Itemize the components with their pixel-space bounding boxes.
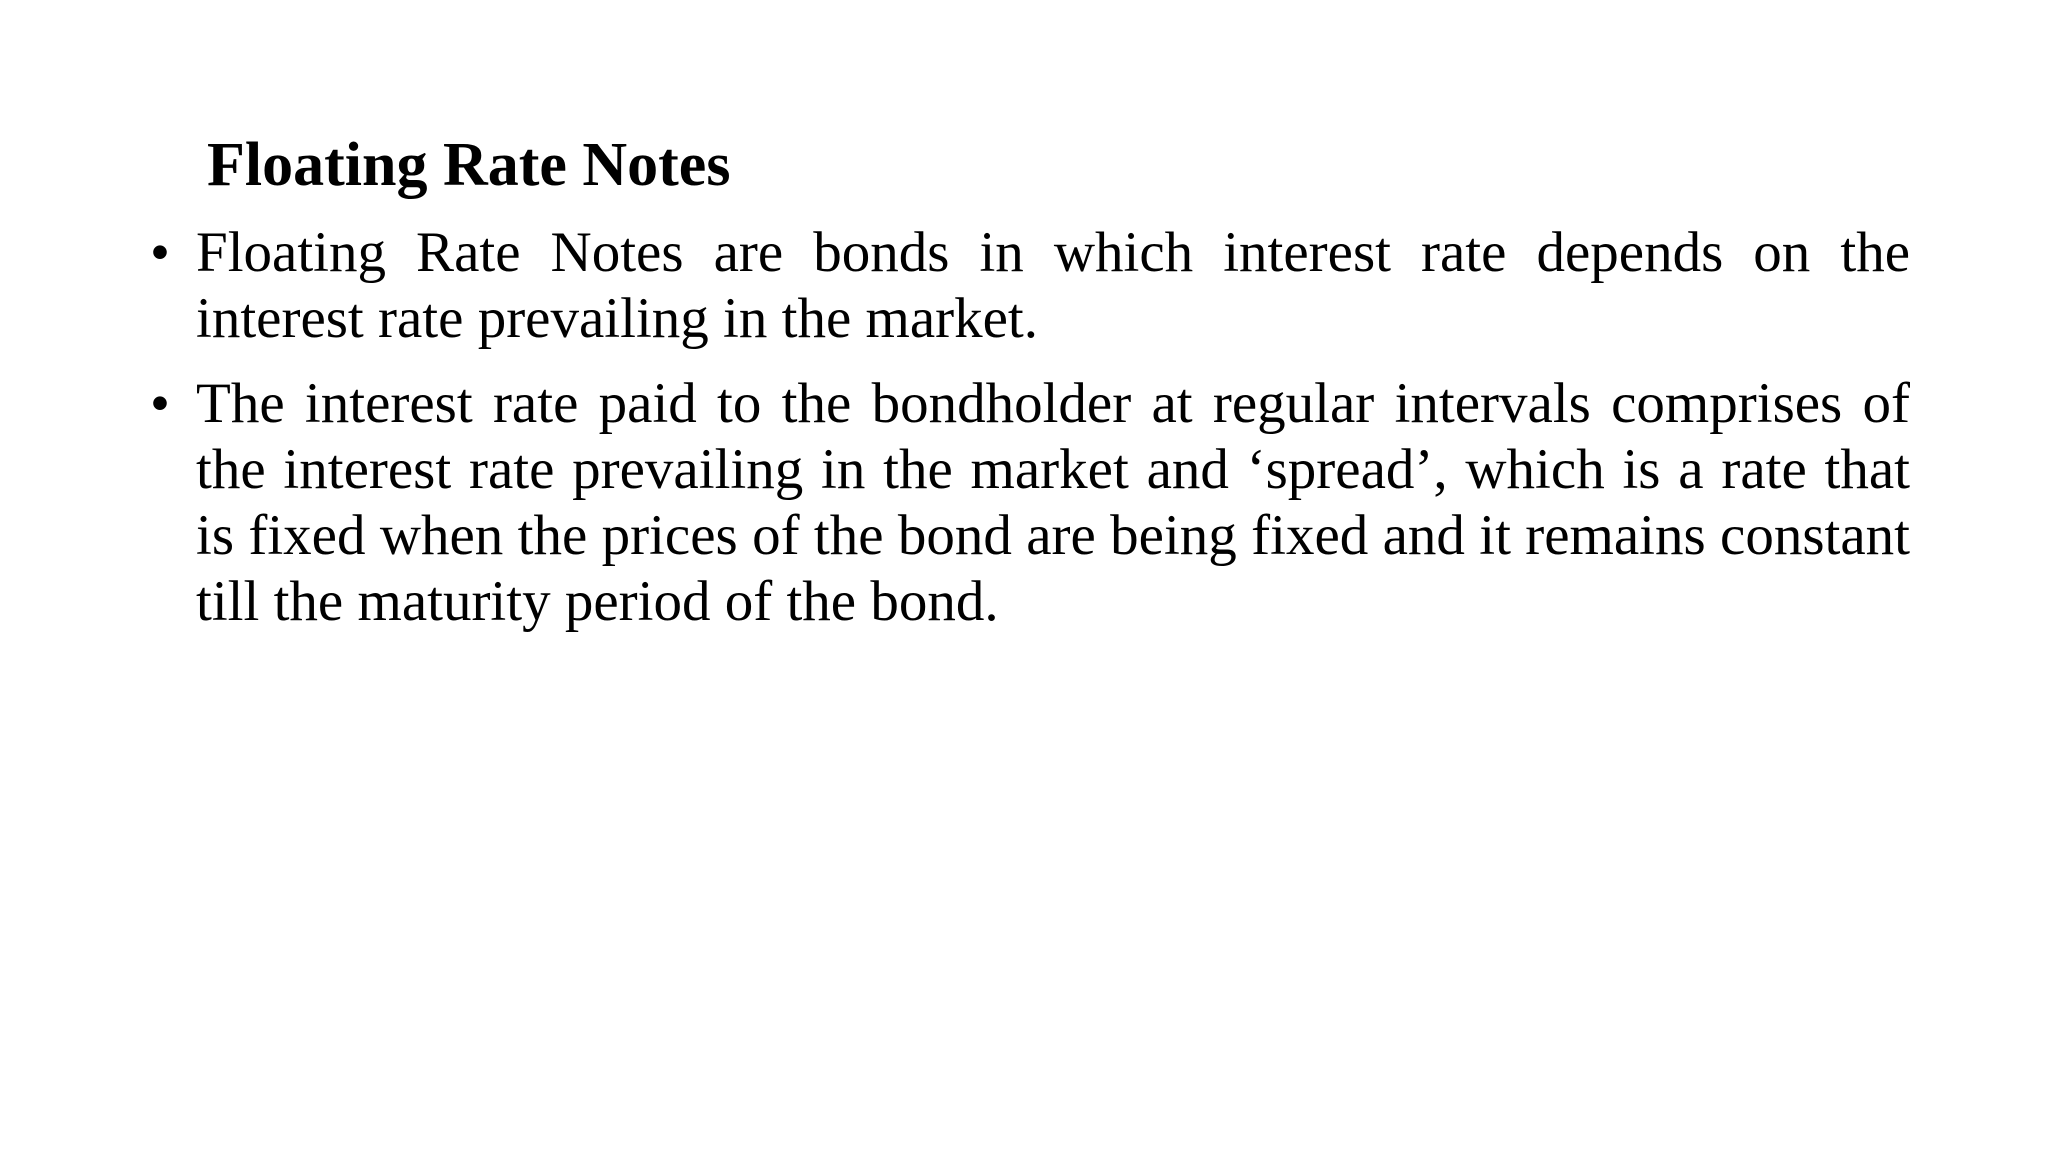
bullet-dot: • xyxy=(150,221,170,284)
bullet-item xyxy=(150,371,1910,635)
bullet-item xyxy=(150,220,1910,352)
bullet-dot: • xyxy=(150,372,170,435)
slide-title: Floating Rate Notes xyxy=(207,131,731,199)
bullet-list xyxy=(150,220,1910,654)
bullet-text: Floating Rate Notes are bonds in which interest rate depends on the interest rate prevailing in the market. xyxy=(196,221,1910,350)
bullet-text: The interest rate paid to the bondholder at regular intervals comprises of the interest rate prevailing in the market and ‘spread’, which is a rate that is fixed when the prices of the bond are being fixed and it remains constant till the maturity period of the bond. xyxy=(196,372,1910,633)
